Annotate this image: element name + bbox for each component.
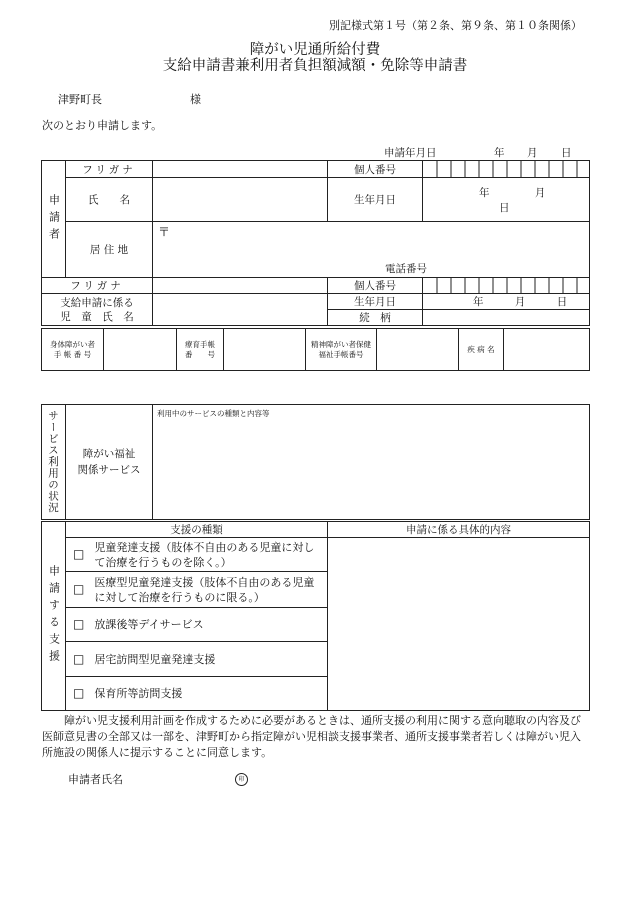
mental-handbook-label — [306, 329, 377, 371]
physical-handbook-label-line2: 手 帳 番 号 — [53, 349, 92, 359]
support-table — [41, 521, 590, 711]
relation-field[interactable] — [423, 310, 590, 326]
service-usage-table — [41, 404, 590, 520]
child-name-field[interactable] — [153, 294, 328, 326]
child-name-label-line2: 児 童 氏 名 — [60, 310, 134, 323]
support-type-header: 支援の種類 — [66, 522, 328, 538]
rehab-handbook-label — [177, 329, 224, 371]
applicant-name-label: 氏 名 — [66, 178, 153, 222]
support-item-2[interactable] — [66, 572, 328, 608]
service-usage-section-label: サービス利用の状況 — [42, 405, 66, 520]
child-birthdate-label: 生年月日 — [328, 294, 423, 310]
service-category-line2: 関係サービス — [77, 464, 141, 476]
support-item-5[interactable] — [66, 677, 328, 711]
support-section-label: 申請する支援 — [42, 522, 66, 711]
addressee: 津野町長 — [58, 93, 102, 106]
support-item-1-line1: 児童発達支援（肢体不自由のある児童に対し — [94, 540, 315, 554]
form-title-line2: 支給申請書兼利用者負担額減額・免除等申請書 — [162, 58, 468, 74]
service-usage-field[interactable] — [153, 405, 590, 520]
mental-handbook-label-line1: 精神障がい者保健 — [311, 339, 371, 349]
form-reference: 別記様式第１号（第２条、第９条、第１０条関係） — [329, 19, 582, 32]
applicant-personal-number-label: 個人番号 — [328, 161, 423, 178]
applicant-furigana-label: フリガナ — [66, 161, 153, 178]
application-date-day: 日 — [561, 147, 572, 159]
service-category-line1: 障がい福祉 — [82, 448, 136, 460]
child-furigana-label: フリガナ — [42, 278, 153, 294]
rehab-handbook-label-line1: 療育手帳 — [185, 339, 215, 349]
applicant-section-label: 申請者 — [42, 161, 66, 278]
child-birthdate-field[interactable] — [423, 294, 590, 310]
applicant-birthdate-label: 生年月日 — [328, 178, 423, 222]
physical-handbook-label — [42, 329, 104, 371]
rehab-handbook-field[interactable] — [224, 329, 306, 371]
applicant-address-field[interactable] — [153, 222, 590, 278]
consent-text: 障がい児支援利用計画を作成するために必要があるときは、通所支援の利用に関する意向聴取の内容及び医師意見書の全部又は一部を、津野町から指定障がい児相談支援事業者、通所支援事業者若しくは障がい児入所施設の関係人に提示することに同意します。 — [42, 714, 581, 759]
support-item-3[interactable] — [66, 608, 328, 642]
physical-handbook-field[interactable] — [104, 329, 177, 371]
postal-mark: 〒 — [158, 225, 171, 239]
support-detail-header: 申請に係る具体的内容 — [328, 522, 590, 538]
form-title-line1: 障がい児通所給付費 — [249, 42, 381, 58]
disease-label: 疾 病 名 — [459, 329, 504, 371]
rehab-handbook-label-line2: 番 号 — [185, 349, 215, 359]
signature-label: 申請者氏名 — [68, 773, 123, 786]
application-date-label: 申請年月日 — [384, 147, 437, 159]
support-item-2-line2: に対して治療を行うものに限る。） — [94, 590, 265, 604]
applicant-name-field[interactable] — [153, 178, 328, 222]
child-personal-number-label: 個人番号 — [328, 278, 423, 294]
child-furigana-field[interactable] — [153, 278, 328, 294]
seal-icon: 印 — [235, 773, 248, 786]
support-detail-field[interactable] — [328, 538, 590, 711]
application-date-month: 月 — [527, 147, 538, 159]
checkbox-icon[interactable]: □ — [73, 547, 85, 561]
honorific: 様 — [190, 93, 201, 106]
relation-label: 続 柄 — [328, 310, 423, 326]
applicant-personal-number-field[interactable] — [423, 161, 590, 178]
physical-handbook-label-line1: 身体障がい者 — [50, 339, 95, 349]
applicant-furigana-field[interactable] — [153, 161, 328, 178]
service-category-label — [66, 405, 153, 520]
checkbox-icon[interactable]: □ — [73, 686, 85, 700]
support-item-2-line1: 医療型児童発達支援（肢体不自由のある児童 — [94, 575, 315, 589]
checkbox-icon[interactable]: □ — [73, 582, 85, 596]
applicant-address-label: 居 住 地 — [66, 222, 153, 278]
support-item-3-label: 放課後等デイサービス — [94, 618, 204, 631]
child-birth-year: 年 — [473, 296, 484, 308]
handbook-table — [41, 328, 590, 371]
support-item-4-label: 居宅訪問型児童発達支援 — [94, 652, 216, 666]
intro-text: 次のとおり申請します。 — [42, 119, 163, 132]
support-item-4[interactable] — [66, 642, 328, 677]
mental-handbook-field[interactable] — [377, 329, 459, 371]
applicant-birth-day: 日 — [499, 201, 510, 214]
checkbox-icon[interactable]: □ — [73, 617, 85, 631]
child-personal-number-field[interactable] — [423, 278, 590, 294]
child-birth-day: 日 — [556, 296, 568, 308]
applicant-birthdate-field[interactable] — [423, 178, 590, 222]
child-name-label — [42, 294, 153, 326]
disease-field[interactable] — [504, 329, 590, 371]
applicant-birth-month: 月 — [534, 186, 546, 199]
applicant-birth-year: 年 — [479, 186, 490, 199]
support-item-1-line2: て治療を行うものを除く。） — [94, 555, 232, 569]
phone-label: 電話番号 — [385, 263, 427, 275]
service-usage-note: 利用中のサービスの種類と内容等 — [157, 409, 270, 418]
support-item-5-label: 保育所等訪問支援 — [94, 687, 183, 700]
mental-handbook-label-line2: 福祉手帳番号 — [318, 349, 364, 359]
child-birth-month: 月 — [514, 296, 526, 308]
applicant-table — [41, 160, 590, 326]
application-date-year: 年 — [494, 147, 505, 159]
child-name-label-line1: 支給申請に係る — [60, 296, 134, 309]
support-item-1[interactable] — [66, 538, 328, 572]
checkbox-icon[interactable]: □ — [73, 651, 85, 666]
